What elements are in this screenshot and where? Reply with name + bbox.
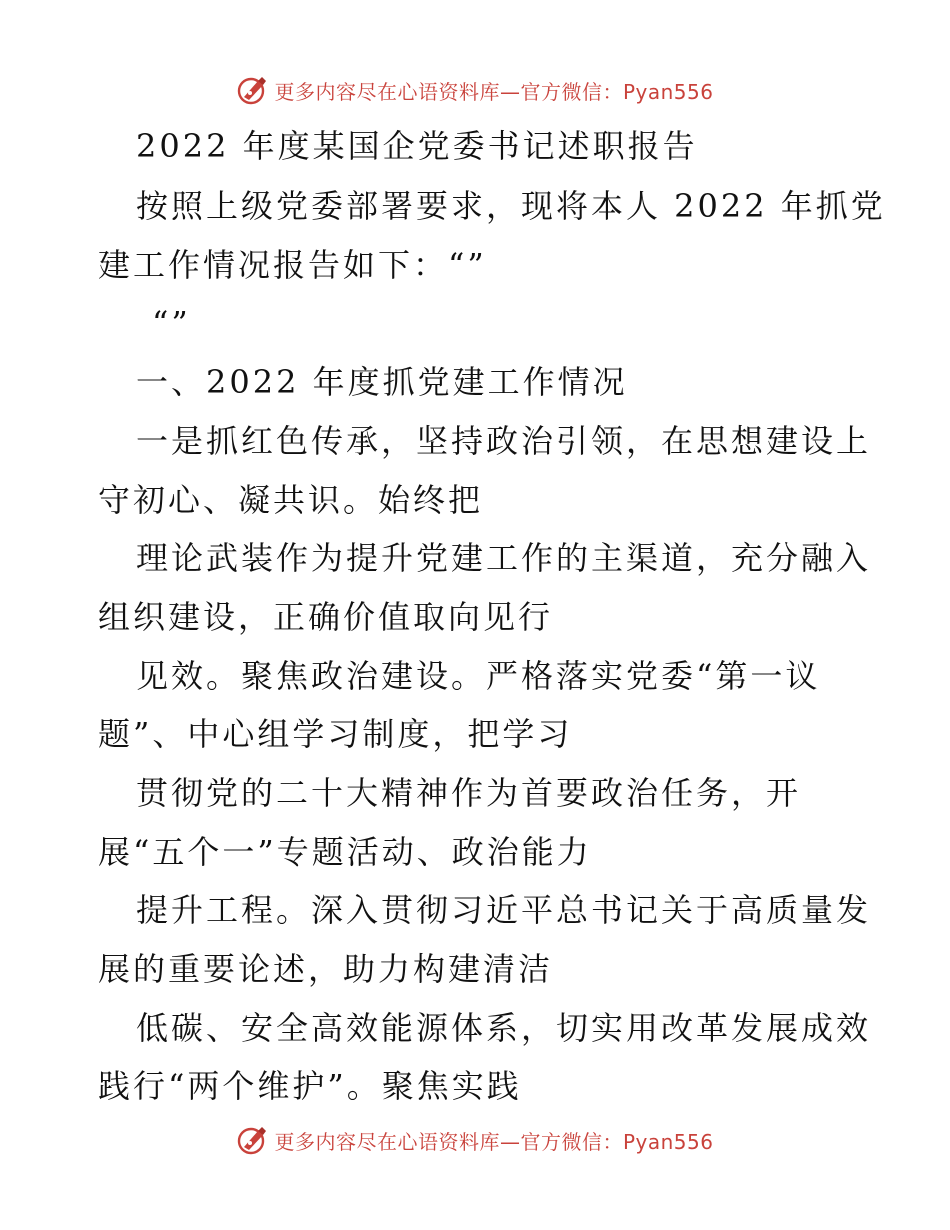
- pen-nib-circle-logo-icon: [236, 73, 270, 107]
- paragraph-line: 建工作情况报告如下：“”: [98, 246, 487, 284]
- header-banner: [0, 70, 950, 110]
- header-banner-text: 更多内容尽在心语资料库—官方微信：Pyan556: [274, 79, 714, 104]
- paragraph-line: 见效。聚焦政治建设。严格落实党委“第一议: [136, 657, 821, 695]
- paragraph-line: 践行“两个维护”。聚焦实践: [98, 1067, 522, 1105]
- paragraph-line: 组织建设，正确价值取向见行: [98, 598, 554, 636]
- paragraph-line: 守初心、凝共识。始终把: [98, 481, 484, 519]
- paragraph-line: 贯彻党的二十大精神作为首要政治任务，开: [136, 774, 802, 812]
- paragraph-line: 理论武装作为提升党建工作的主渠道，充分融入: [136, 539, 872, 577]
- paragraph-line: 题”、中心组学习制度，把学习: [98, 715, 573, 753]
- paragraph-line: 展的重要论述，助力构建清洁: [98, 950, 554, 988]
- paragraph-line: “”: [152, 304, 191, 342]
- footer-banner: [0, 1120, 950, 1160]
- document-title: 2022 年度某国企党委书记述职报告: [136, 127, 698, 165]
- pen-nib-circle-logo-icon: [236, 1123, 270, 1157]
- paragraph-line: 按照上级党委部署要求，现将本人 2022 年抓党: [136, 187, 886, 225]
- paragraph-line: 提升工程。深入贯彻习近平总书记关于高质量发: [136, 891, 872, 929]
- section-heading: 一、2022 年度抓党建工作情况: [136, 363, 628, 401]
- footer-banner-text: 更多内容尽在心语资料库—官方微信：Pyan556: [274, 1129, 714, 1154]
- paragraph-line: 展“五个一”专题活动、政治能力: [98, 833, 592, 871]
- paragraph-line: 一是抓红色传承，坚持政治引领，在思想建设上: [136, 422, 872, 460]
- paragraph-line: 低碳、安全高效能源体系，切实用改革发展成效: [136, 1009, 872, 1047]
